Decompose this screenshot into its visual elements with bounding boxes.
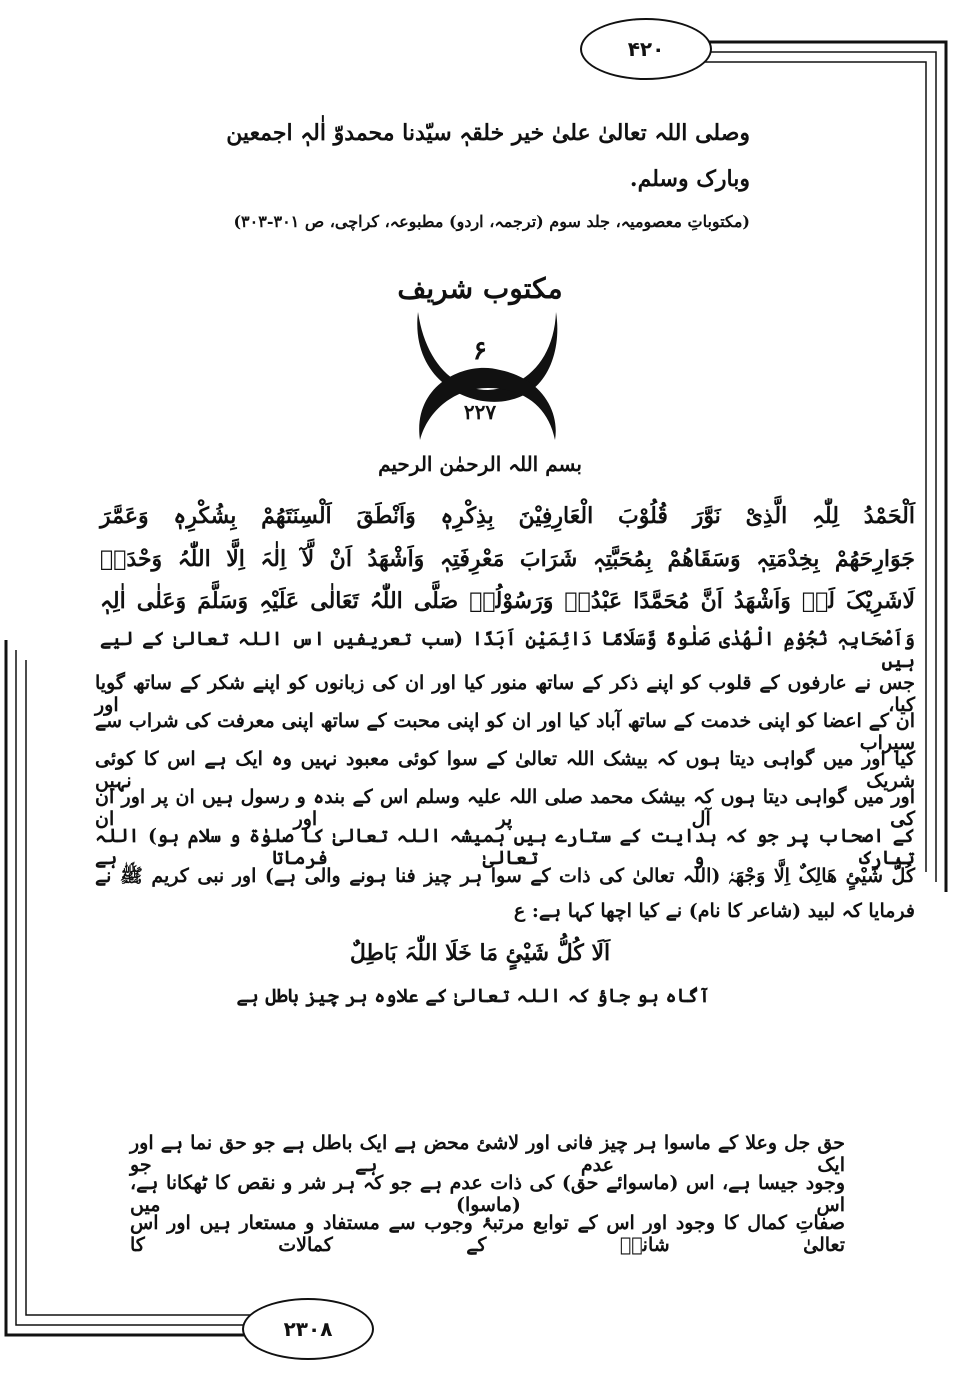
arabic-line: اَلْحَمْدُ لِلّٰہِ الَّذِیْ نَوَّرَ قُلُوْبَ الْعَارِفِیْنَ بِذِکْرِہٖ وَاَنْطَقَ اَلْسِنَتَھُمْ بِشُکْرِہٖ وَعَمَّرَ [100, 503, 915, 529]
letter-title: مکتوب شریف [397, 272, 563, 305]
arabic-line: وَاَصْحَابِہٖ نُجُوْمِ الْھُدٰی صَلٰوۃً وَّسَلَامًا دَائِمَیْنِ اَبَدًا (سب تعریفیں اس اللہ تعالیٰ کے لیے ہیں [100, 628, 915, 672]
page-number-bottom-text: ۲۳۰۸ [283, 1317, 333, 1341]
page-number-top-text: ۴۲۰ [627, 37, 665, 61]
arabic-line: لَاشَرِیْکَ لَہٗ وَاَشْھَدُ اَنَّ مُحَمَّدًا عَبْدُہٗ وَرَسُوْلُہٗ صَلَّی اللّٰہُ تَعَالٰی عَلَیْہِ وَسَلَّمَ وَعَلٰی اٰلِہٖ [100, 588, 915, 614]
arabic-line: جَوَارِحَھُمْ بِخِدْمَتِہٖ وَسَقَاھُمْ بِمُحَبَّتِہٖ شَرَابَ مَعْرِفَتِہٖ وَاَشْھَدُ اَنْ لَّآ اِلٰہَ اِلَّا اللّٰہُ وَحْدَہٗ [100, 546, 915, 572]
page-number-top [580, 18, 712, 80]
urdu-line: کُلُّ شَیْئٍ ھَالِکٌ اِلَّا وَجْھَہٗ (اللہ تعالیٰ کی ذات کے سوا ہر چیز فنا ہونے والی ہے) اور نبی کریم ﷺ نے [95, 865, 915, 887]
urdu-line: کے اصحاب پر جو کہ ہدایت کے ستارے ہیں ہمیشہ اللہ تعالیٰ کا صلوٰۃ و سلام ہو) اللہ تبارک و تعالیٰ فرماتا ہے [95, 825, 915, 869]
closing-line-1: وصلی اللہ تعالیٰ علیٰ خیر خلقہٖ سیّدنا محمدوّ اٰلہٖ اجمعین [226, 120, 750, 146]
urdu-line: ان کے اعضا کو اپنی خدمت کے ساتھ آباد کیا اور ان کو اپنی محبت کے ساتھ اپنی معرفت کی شراب سے سیراب [95, 710, 915, 754]
urdu-line: کیا اور میں گواہی دیتا ہوں کہ بیشک اللہ تعالیٰ کے سوا کوئی معبود نہیں وہ ایک ہے اس کا کوئی شریک نہیں [95, 748, 915, 792]
urdu-line: جس نے عارفوں کے قلوب کو اپنے ذکر کے ساتھ منور کیا اور ان کی زبانوں کو اپنے شکر کے ساتھ گویا کیا، اور [95, 672, 915, 716]
verse-translation: آگاہ ہو جاؤ کہ اللہ تعالیٰ کے علاوہ ہر چیز باطل ہے [236, 985, 710, 1007]
closing-line-2: وبارک وسلم. [629, 166, 750, 192]
paragraph-line: وجود جیسا ہے، اس (ماسوائے حق) کی ذات عدم ہے جو کہ ہر شر و نقص کا ٹھکانا ہے، اس (ماسوا) میں [130, 1172, 845, 1216]
paragraph-line: حق جل وعلا کے ماسوا ہر چیز فانی اور لاشئ محض ہے ایک باطل ہے جو حق نما ہے اور ایک عدم ہے جو [130, 1132, 845, 1176]
page-number-bottom [242, 1298, 374, 1360]
verse: اَلَا کُلُّ شَیْئٍ مَا خَلَا اللّٰہَ بَاطِلٌ [349, 940, 611, 966]
overall-number: ۲۲۷ [463, 400, 497, 424]
urdu-line: اور میں گواہی دیتا ہوں کہ بیشک محمد صلی اللہ علیہ وسلم اس کے بندہ و رسول ہیں ان پر اور ان کی آل پر اور ان [95, 786, 915, 830]
letter-number: ۶ [473, 336, 487, 366]
poem-intro: فرمایا کہ لبید (شاعر کا نام) نے کیا اچھا کہا ہے: ع [513, 900, 915, 922]
citation: (مکتوباتِ معصومیہ، جلد سوم (ترجمہ، اردو) مطبوعہ، کراچی، ص ۳۰۱-۳۰۳) [233, 212, 750, 231]
paragraph-line: صفاتِ کمال کا وجود اور اس کے توابع مرتبۂ وجوب سے مستفاد و مستعار ہیں اور اس تعالیٰ شانہٗ کے کمالات کا [130, 1212, 845, 1256]
bismillah: بسم اللہ الرحمٰن الرحیم [378, 452, 582, 476]
